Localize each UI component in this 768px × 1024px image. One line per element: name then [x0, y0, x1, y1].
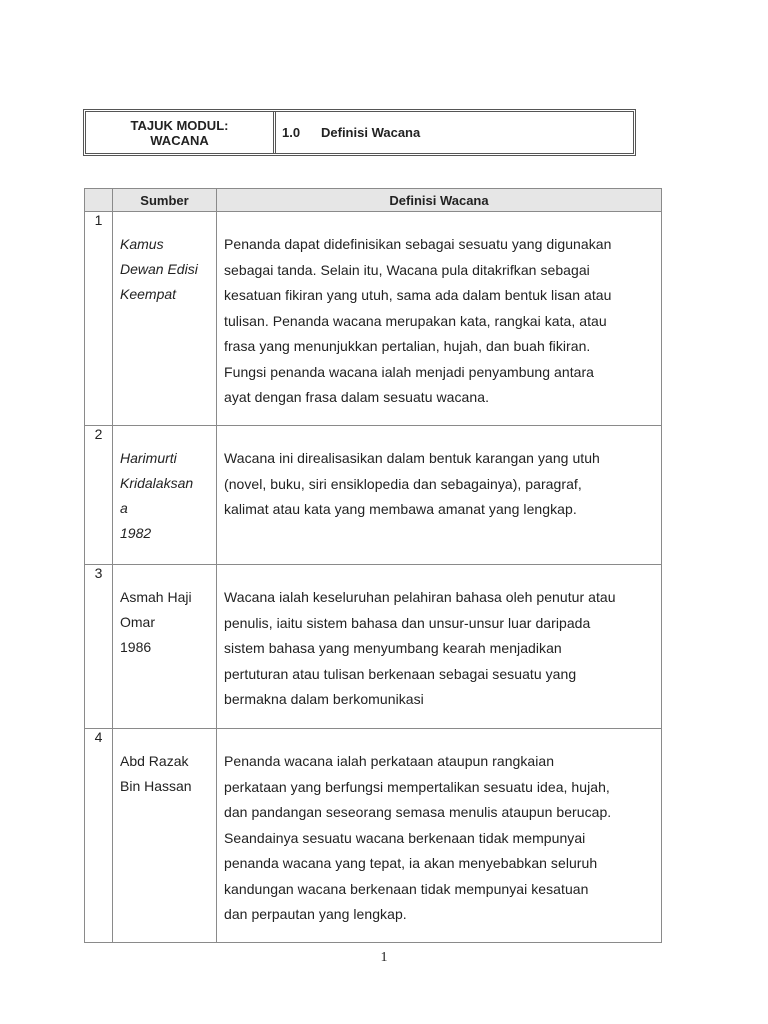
module-header	[83, 109, 636, 156]
source-line: Omar	[120, 614, 155, 630]
definition-line: sistem bahasa yang menyumbang kearah menjadikan	[224, 640, 562, 656]
definition-line: Wacana ini direalisasikan dalam bentuk karangan yang utuh	[224, 450, 600, 466]
source-line: 1986	[120, 639, 152, 655]
source-cell	[113, 212, 217, 426]
source-line: Bin Hassan	[120, 778, 192, 794]
definition-line: Seandainya sesuatu wacana berkenaan tidak mempunyai	[224, 829, 586, 846]
table-row	[85, 729, 662, 943]
table-header-row	[85, 189, 662, 212]
source-line: Dewan Edisi	[120, 261, 198, 277]
definition-line: dan perpautan yang lengkap.	[224, 906, 407, 922]
column-header-source: Sumber	[113, 189, 217, 212]
definition-line: frasa yang menunjukkan pertalian, hujah, dan buah fikiran.	[224, 338, 591, 354]
definition-cell	[217, 565, 662, 729]
definition-line: kesatuan fikiran yang utuh, sama ada dalam bentuk lisan atau	[224, 287, 612, 303]
definition-line: kalimat atau kata yang membawa amanat yang lengkap.	[224, 501, 577, 517]
definition-line: (novel, buku, siri ensiklopedia dan sebagainya), paragraf,	[224, 475, 582, 492]
table-row	[85, 212, 662, 426]
definition-line: Penanda dapat didefinisikan sebagai sesuatu yang digunakan	[224, 236, 612, 252]
source-line: a	[120, 500, 128, 516]
definition-line: perkataan yang berfungsi mempertalikan sesuatu idea, hujah,	[224, 778, 610, 795]
column-header-definition: Definisi Wacana	[217, 189, 662, 212]
definition-cell	[217, 426, 662, 565]
definition-line: pertuturan atau tulisan berkenaan sebagai sesuatu yang	[224, 665, 577, 682]
row-number: 2	[85, 426, 113, 565]
definition-line: tulisan. Penanda wacana merupakan kata, rangkai kata, atau	[224, 312, 607, 329]
row-number: 1	[85, 212, 113, 426]
module-name: WACANA	[150, 132, 209, 148]
source-line: Harimurti	[120, 450, 177, 466]
definition-line: ayat dengan frasa dalam sesuatu wacana.	[224, 389, 490, 405]
definition-cell	[217, 729, 662, 943]
source-cell	[113, 426, 217, 565]
section-title: Definisi Wacana	[321, 125, 421, 140]
module-label: TAJUK MODUL:	[130, 117, 229, 133]
definition-line: sebagai tanda. Selain itu, Wacana pula ditakrifkan sebagai	[224, 261, 590, 278]
source-line: Keempat	[120, 286, 177, 302]
page-number: 1	[380, 950, 388, 965]
definition-line: kandungan wacana berkenaan tidak mempunyai kesatuan	[224, 880, 589, 897]
source-cell	[113, 729, 217, 943]
section-heading-cell	[276, 112, 633, 153]
definition-line: Fungsi penanda wacana ialah menjadi penyambung antara	[224, 363, 595, 380]
definition-line: Wacana ialah keseluruhan pelahiran bahasa oleh penutur atau	[224, 589, 616, 605]
source-line: 1982	[120, 525, 152, 541]
definition-line: bermakna dalam berkomunikasi	[224, 691, 424, 707]
definition-cell	[217, 212, 662, 426]
source-cell	[113, 565, 217, 729]
module-title-cell	[86, 112, 276, 153]
source-line: Asmah Haji	[120, 589, 192, 605]
table-row	[85, 565, 662, 729]
section-number: 1.0	[282, 125, 301, 140]
row-number: 3	[85, 565, 113, 729]
definition-line: Penanda wacana ialah perkataan ataupun rangkaian	[224, 753, 555, 769]
source-line: Kridalaksan	[120, 475, 194, 491]
row-number: 4	[85, 729, 113, 943]
source-line: Kamus	[120, 236, 164, 252]
definition-line: penanda wacana yang tepat, ia akan menyebabkan seluruh	[224, 855, 598, 871]
definitions-table	[84, 188, 662, 943]
table-row	[85, 426, 662, 565]
definition-line: dan pandangan seseorang semasa menulis ataupun berucap.	[224, 804, 612, 820]
column-header-number	[85, 189, 113, 212]
source-line: Abd Razak	[120, 753, 189, 769]
definition-line: penulis, iaitu sistem bahasa dan unsur-unsur luar daripada	[224, 614, 591, 631]
